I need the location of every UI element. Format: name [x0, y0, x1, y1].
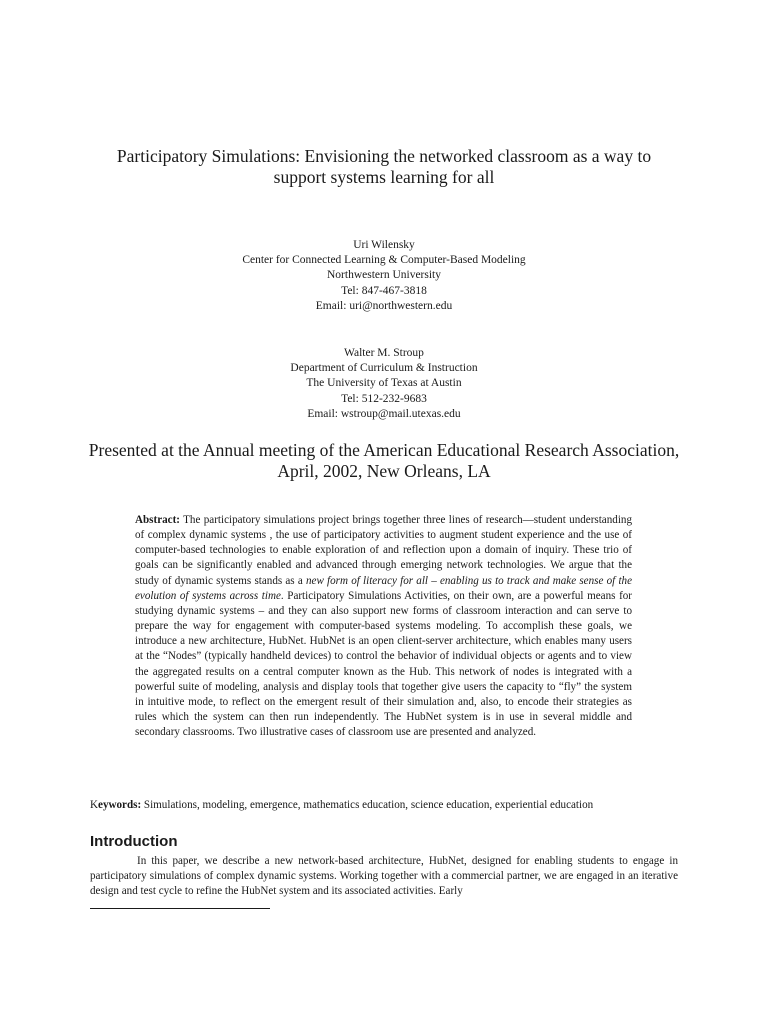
abstract-text: . Participatory Simulations Activities, on their own, are a powerful means for studying dynamic systems – and they can also support new forms of classroom interaction and can serve to prepare the way for engagement with computer-based systems modeling. To accomplish these goals, we introduce a new architecture, HubNet. HubNet is an open client-server architecture, which enables many users at the “Nodes” (typically handheld devices) to control the behavior of individual objects or agents and to view the aggregated results on a central computer known as the Hub. This network of nodes is integrated with a powerful suite of modeling, analysis and display tools that together give users the capacity to “fly” the system in intuitive mode, to reflect on the emergent result of their simulation and, also, to encode their strategies as rules which the system can then run independently. The HubNet system is in use in several middle and secondary classrooms. Two illustrative cases of classroom use are presented and analyzed. — [135, 589, 633, 739]
abstract-emphasis: new form of literacy for all – enabling us to track and make sense of the evolution of systems across time — [135, 574, 632, 602]
author-block — [84, 346, 684, 422]
author-institution: Northwestern University — [326, 269, 442, 282]
paper-title: Participatory Simulations: Envisioning the networked classroom as a way to support systems learning for all — [116, 146, 652, 187]
keywords — [90, 798, 690, 813]
abstract-label: Abstract: — [135, 514, 180, 526]
presentation-note: Presented at the Annual meeting of the American Educational Research Association, April, 2002, New Orleans, LA — [88, 440, 680, 481]
abstract-text: The participatory simulations project brings together three lines of research—student understanding of complex dynamic systems , the use of participatory activities to augment student experience and the use of computer-based technologies to enable exploration of and reflection upon a domain of inquiry. These trio of goals can be significantly enabled and advanced through emerging network technologies. We argue that the study of dynamic systems stands as a — [135, 514, 632, 587]
keywords-label: eywords: — [98, 799, 142, 811]
keywords-label-prefix: K — [90, 799, 99, 811]
keywords-text: Simulations, modeling, emergence, mathematics education, science education, experiential education — [141, 799, 594, 811]
author-block — [84, 238, 684, 314]
abstract — [135, 513, 632, 740]
footnote-divider — [90, 908, 270, 909]
author-email: Email: uri@northwestern.edu — [315, 299, 453, 312]
author-phone: Tel: 847-467-3818 — [341, 284, 427, 297]
author-affiliation: Center for Connected Learning & Computer-Based Modeling — [242, 254, 526, 267]
section-heading-introduction: Introduction — [90, 833, 178, 850]
author-name: Uri Wilensky — [353, 239, 415, 251]
author-institution: The University of Texas at Austin — [306, 377, 462, 390]
author-phone: Tel: 512-232-9683 — [341, 392, 427, 405]
author-affiliation: Department of Curriculum & Instruction — [290, 362, 478, 375]
introduction-paragraph: In this paper, we describe a new network-based architecture, HubNet, designed for enabling students to engage in participatory simulations of complex dynamic systems. Working together with a commercial partner, we are engaged in an iterative design and test cycle to refine the HubNet system and its associated activities. Early — [90, 855, 678, 898]
author-name: Walter M. Stroup — [344, 347, 424, 359]
author-email: Email: wstroup@mail.utexas.edu — [307, 407, 461, 420]
